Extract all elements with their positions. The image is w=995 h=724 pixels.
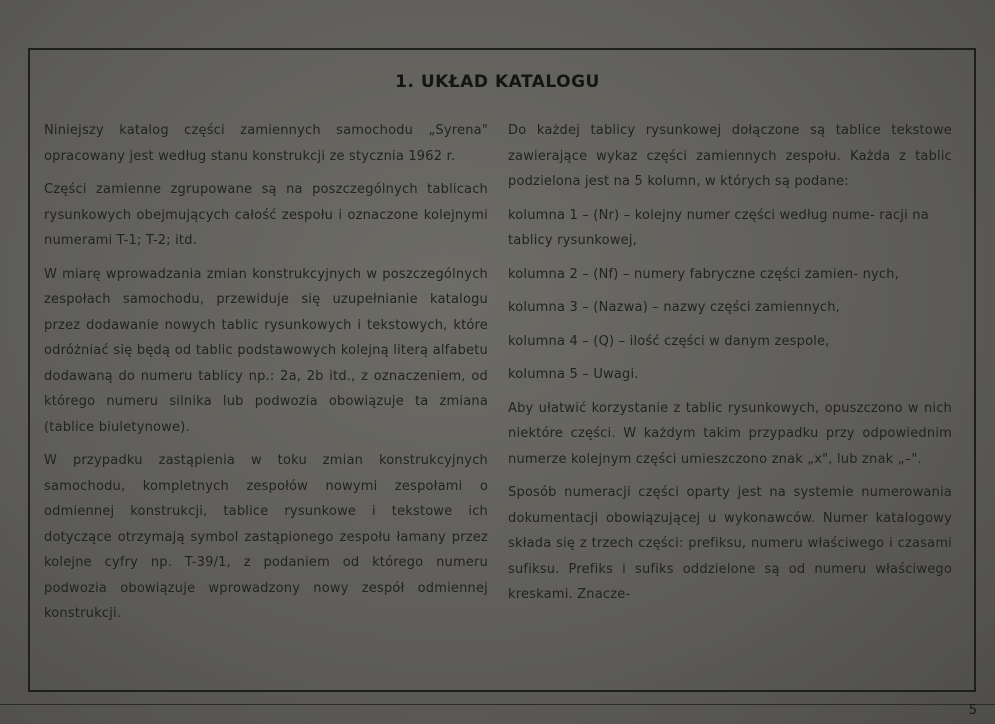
page-title: 1. UKŁAD KATALOGU: [395, 72, 600, 92]
column-item: [508, 362, 952, 388]
column-text: numery fabryczne części zamien-: [633, 266, 859, 282]
column-label: kolumna 5 –: [508, 367, 589, 382]
column-item: [508, 203, 952, 254]
column-text-cont: racji na tablicy rysunkowej,: [508, 207, 929, 248]
page-number: 5: [968, 703, 977, 718]
column-text: kolejny numer części według nume-: [634, 207, 875, 223]
paragraph: Części zamienne zgrupowane są na poszczególnych tablicach rysunkowych obejmujących całość zespołu i oznaczone kolejnymi numerami T-1; T-2; itd.: [44, 182, 488, 248]
paragraph: W przypadku zastąpienia w toku zmian konstrukcyjnych samochodu, kompletnych zespołów nowymi zespołami o odmiennej konstrukcji, tablice rysunkowe i tekstowe ich dotyczące otrzymają symbol zastąpionego zespołu łamany przez kolejne cyfry np. T-39/1, z podaniem od którego numeru podwozia obowiązuje wprowadzony nowy zespół odmiennej konstrukcji.: [44, 453, 488, 621]
left-column: [44, 118, 488, 635]
column-text: ilość części w danym zespole,: [629, 333, 830, 349]
column-item: [508, 262, 952, 288]
column-label: kolumna 2 – (Nf) –: [508, 266, 630, 282]
column-label: kolumna 3 – (Nazwa) –: [508, 300, 659, 315]
column-item: [508, 295, 952, 321]
paragraph: Niniejszy katalog części zamiennych samochodu „Syrena" opracowany jest według stanu konstrukcji ze stycznia 1962 r.: [44, 123, 488, 164]
paragraph: Sposób numeracji części oparty jest na systemie numerowania dokumentacji obowiązującej u wykonawców. Numer katalogowy składa się z trzech części: prefiksu, numeru właściwego i czasami sufiksu. Prefiks i sufiks oddzielone są od numeru właściwego kreskami. Znacze-: [508, 485, 952, 602]
column-text: nazwy części zamiennych,: [663, 300, 841, 315]
column-text-cont: nych,: [862, 266, 900, 282]
column-list: [508, 203, 952, 388]
paragraph: Do każdej tablicy rysunkowej dołączone są tablice tekstowe zawierające wykaz części zamiennych zespołu. Każda z tablic podzielona jest na 5 kolumn, w których są podane:: [508, 123, 952, 189]
column-label: kolumna 1 – (Nr) –: [508, 207, 631, 223]
paragraph: W miarę wprowadzania zmian konstrukcyjnych w poszczególnych zespołach samochodu, przewiduje się uzupełnianie katalogu przez dodawanie nowych tablic rysunkowych i tekstowych, które odróżniać się będą od tablic podstawowych kolejną literą alfabetu dodawaną do numeru tablicy np.: 2a, 2b itd., z oznaczeniem, od którego numeru silnika lub podwozia obowiązuje ta zmiana (tablice biuletynowe).: [44, 266, 488, 435]
column-text: Uwagi.: [593, 367, 639, 382]
column-label: kolumna 4 – (Q) –: [508, 333, 626, 349]
paragraph: Aby ułatwić korzystanie z tablic rysunkowych, opuszczono w nich niektóre części. W każdym takim przypadku przy odpowiednim numerze kolejnym części umieszczono znak „x", lub znak „–".: [508, 400, 952, 467]
column-item: [508, 329, 952, 355]
right-column: [508, 118, 952, 616]
bottom-rule: [0, 704, 995, 705]
